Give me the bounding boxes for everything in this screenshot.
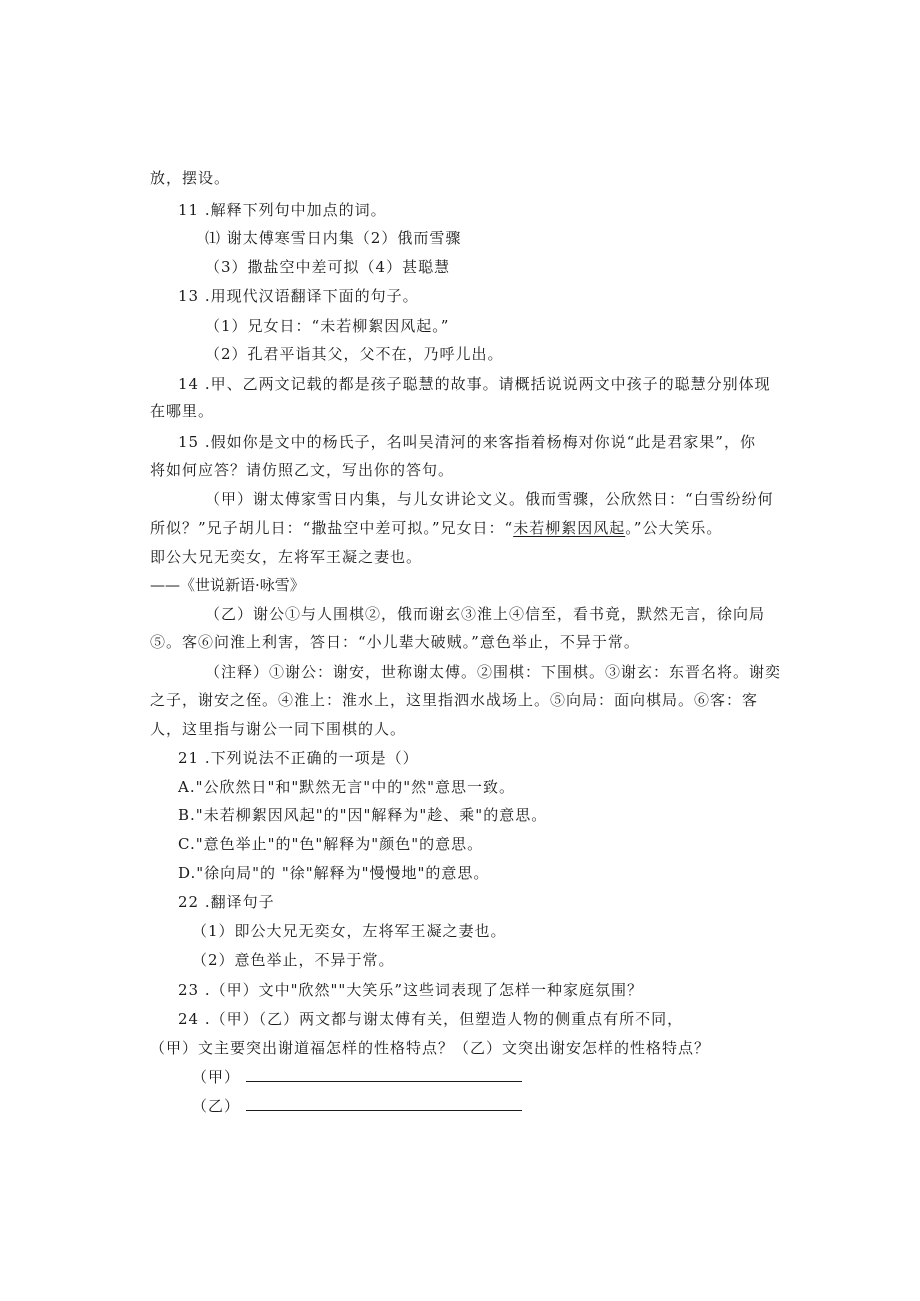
passage-yi-line: （乙）谢公①与人围棋②，俄而谢玄③淮上④信至，看书竟，默然无言，徐向局: [205, 605, 766, 623]
q22-item: （1）即公大兄无奕女，左将军王凝之妻也。: [192, 922, 507, 940]
q21-option-b: B."未若柳絮因风起"的"因"解释为"趁、乘"的意思。: [178, 806, 548, 824]
q13-item: （2）孔君平诣其父，父不在，乃呼儿出。: [205, 345, 504, 363]
answer-blank-line: [246, 1096, 522, 1111]
continuation-text: 放，摆设。: [150, 169, 231, 187]
notes-line: （注释）①谢公：谢安，世称谢太傅。②围棋：下围棋。③谢玄：东晋名将。谢奕: [205, 663, 782, 681]
q11-item: ⑴ 谢太傅寒雪日内集（2）俄而雪骤: [205, 229, 462, 247]
notes-line: 之子，谢安之侄。④淮上：淮水上，这里指泗水战场上。⑤向局：面向棋局。⑥客：客: [150, 691, 759, 709]
q21-option-c: C."意色举止"的"色"解释为"颜色"的意思。: [178, 835, 484, 853]
q15-line: 15 .假如你是文中的杨氏子，名叫吴清河的来客指着杨梅对你说“此是君家果”，你: [178, 433, 756, 451]
notes-line: 人，这里指与谢公一同下围棋的人。: [150, 720, 407, 738]
answer-blank-line: [246, 1067, 522, 1082]
q22-item: （2）意色举止，不异于常。: [192, 951, 395, 969]
passage-yi-line: ⑤。客⑥问淮上利害，答日：“小儿辈大破贼。”意色举止，不异于常。: [150, 633, 640, 651]
q13-title: 13 .用现代汉语翻译下面的句子。: [178, 287, 419, 305]
q24-line: （甲）文主要突出谢道福怎样的性格特点？（乙）文突出谢安怎样的性格特点？: [150, 1039, 711, 1057]
q21-option-d: D."徐向局"的 "徐"解释为"慢慢地"的意思。: [178, 864, 490, 882]
q14-line: 在哪里。: [150, 402, 215, 420]
q13-item: （1）兄女日：“未若柳絮因风起。”: [205, 317, 450, 335]
answer-row-yi: [192, 1096, 522, 1116]
passage-jia-line: （甲）谢太傅家雪日内集，与儿女讲论文义。俄而雪骤，公欣然日：“白雪纷纷何: [205, 490, 774, 508]
passage-jia-text: 。”公大笑乐。: [625, 519, 723, 537]
q24-line: 24 .（甲）（乙）两文都与谢太傅有关，但塑造人物的侧重点有所不同，: [178, 1010, 684, 1028]
q11-title: 11 .解释下列句中加点的词。: [178, 201, 387, 219]
q15-line: 将如何应答？请仿照乙文，写出你的答句。: [150, 461, 455, 479]
q23-title: 23 .（甲）文中"欣然""大笑乐”这些词表现了怎样一种家庭氛围？: [178, 981, 643, 999]
q22-title: 22 .翻译句子: [178, 893, 275, 911]
answer-row-jia: [192, 1067, 522, 1087]
passage-jia-line: [150, 518, 722, 538]
underlined-sentence: 未若柳絮因风起: [513, 519, 626, 537]
q21-title: 21 .下列说法不正确的一项是（）: [178, 749, 419, 767]
q14-line: 14 .甲、乙两文记载的都是孩子聪慧的故事。请概括说说两文中孩子的聪慧分别体现: [178, 375, 771, 393]
answer-label: （乙）: [192, 1097, 241, 1115]
q21-option-a: A."公欣然日"和"默然无言"中的"然"意思一致。: [178, 778, 515, 796]
q11-item: （3）撒盐空中差可拟（4）甚聪慧: [205, 258, 451, 276]
passage-source: ——《世说新语·咏雪》: [150, 576, 305, 594]
passage-jia-line: 即公大兄无奕女，左将军王凝之妻也。: [150, 548, 423, 566]
passage-jia-text: 所似？”兄子胡儿日：“撒盐空中差可拟。”兄女日：“: [150, 519, 514, 537]
answer-label: （甲）: [192, 1068, 241, 1086]
